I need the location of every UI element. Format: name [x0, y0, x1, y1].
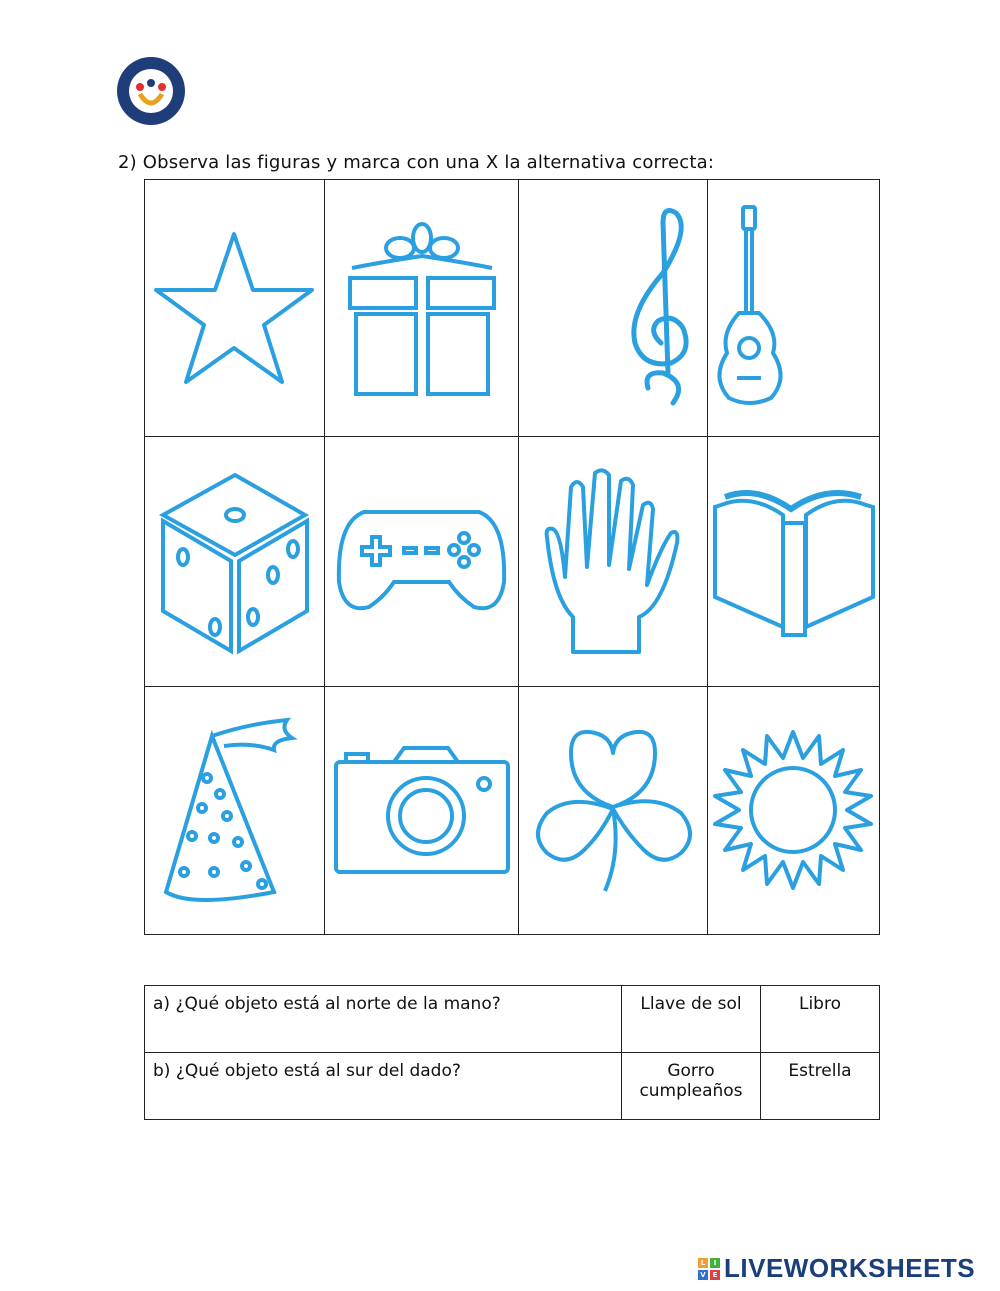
option-estrella[interactable]: Estrella [761, 1053, 880, 1120]
cell-treble-clef [519, 180, 708, 437]
party-hat-icon [162, 716, 307, 906]
cell-camera [325, 687, 519, 935]
cell-sun [708, 687, 880, 935]
cell-star [145, 180, 325, 437]
option-gorro-cumpleanos[interactable]: Gorro cumpleaños [622, 1053, 761, 1120]
cell-guitar [708, 180, 880, 437]
hand-icon [543, 467, 683, 657]
guitar-icon [709, 203, 879, 413]
shamrock-icon [531, 723, 696, 898]
cell-hand [519, 437, 708, 687]
question-text: b) ¿Qué objeto está al sur del dado? [145, 1053, 622, 1120]
cell-gamepad [325, 437, 519, 687]
cell-dice [145, 437, 325, 687]
figures-grid [144, 179, 880, 935]
gamepad-icon [334, 502, 509, 622]
questions-table [144, 985, 880, 1120]
liveworksheets-brand [698, 1253, 975, 1284]
gift-icon [342, 218, 502, 398]
sun-icon [711, 728, 876, 893]
book-icon [711, 487, 876, 637]
option-llave-de-sol[interactable]: Llave de sol [622, 986, 761, 1053]
camera-icon [332, 746, 512, 876]
brand-name: LIVEWORKSHEETS [724, 1253, 976, 1283]
school-logo [116, 56, 186, 126]
option-libro[interactable]: Libro [761, 986, 880, 1053]
cell-shamrock [519, 687, 708, 935]
cell-book [708, 437, 880, 687]
brand-logo-squares: L I V E [698, 1258, 720, 1280]
question-row-b [145, 1053, 880, 1120]
cell-party-hat [145, 687, 325, 935]
question-row-a [145, 986, 880, 1053]
cell-gift [325, 180, 519, 437]
treble-clef-icon [523, 203, 703, 413]
question-text: a) ¿Qué objeto está al norte de la mano? [145, 986, 622, 1053]
star-icon [152, 228, 317, 388]
instruction-text: 2) Observa las figuras y marca con una X la alternativa correcta: [118, 152, 715, 173]
dice-icon [155, 467, 315, 657]
